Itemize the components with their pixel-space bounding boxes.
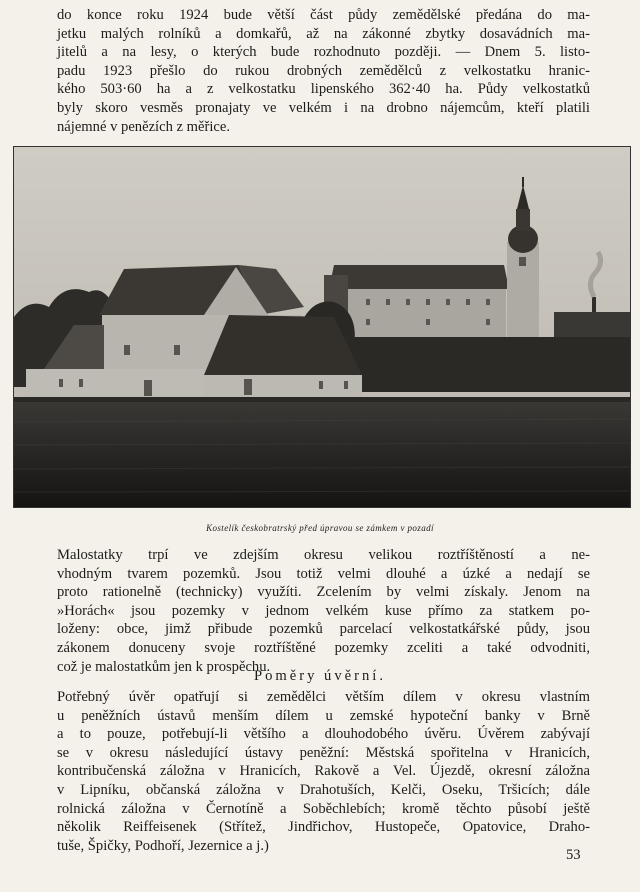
text-line: padu 1923 přešlo do rukou drobných zemědělců z velkostatku hranic- [57,62,590,79]
text-line: rolnická záložna v Černotíně a Soběchlebích; kromě těchto působí ještě [57,800,590,817]
paragraph-credit [57,688,590,855]
text-line: jitelů a na lesy, o kterých bude rozhodnuto později. — Dnem 5. listo- [57,44,590,61]
church-and-castle-photo [13,146,631,508]
text-line: u peněžních ústavů menším dílem u zemské hypoteční banky v Brně [57,707,590,724]
text-line: se v okresu následující ústavy peněžní: Městská spořitelna v Hranicích, [57,744,590,761]
text-line: »Horách« jsou pozemky v jednom velkém kuse přímo za statkem po- [57,602,590,619]
text-line: Malostatky trpí ve zdejším okresu velikou roztříštěností a ne- [57,547,590,563]
text-line: kontribučenská záložna v Hranicích, Rakově a Vel. Újezdě, okresní záložna [57,763,590,780]
paragraph-land-reform [57,6,590,136]
text-line: a to pouze, potřebují-li většího a dlouhodobého úvěru. Úvěrem zabývají [57,726,590,743]
text-line: do konce roku 1924 bude větší část půdy zemědělské předána do ma- [57,7,590,23]
text-line: v Lipníku, občanská záložna v Drahotuších, Kelči, Oseku, Tršicích; dále [57,781,590,798]
text-line: vhodným tvarem pozemků. Jsou totiž velmi dlouhé a úzké a nedají se [57,565,590,582]
text-line: jetku malých rolníků a domkařů, až na zákonné zbytky dosavádních ma- [57,25,590,42]
photo-caption: Kostelík českobratrský před úpravou se zámkem v pozadí [206,523,434,533]
page-number: 53 [566,847,581,863]
text-line: proto rationelně (technicky) využíti. Zcelením by velmi získaly. Jenom na [57,584,590,601]
text-line: kého 503·60 ha a z velkostatku lipenského 362·40 ha. Půdy velkostatků [57,81,590,98]
text-line: tuše, Špičky, Podhoří, Jezernice a j.) [57,837,269,854]
text-line: byly skoro vesměs pronajaty ve velkém i na drobno nájemcům, kteří platili [57,99,590,116]
text-line: zákonem donuceny svoje roztříštěné pozemky zceliti a také odvodniti, [57,639,590,656]
photo-illustration [14,147,631,508]
text-line: Potřebný úvěr opatřují si zemědělci větším dílem v okresu vlastním [57,689,590,705]
text-line: loženy: obce, jimž přibude pozemků parcelací velkostatkářské půdy, jsou [57,621,590,638]
text-line: několik Reiffeisenek (Střítež, Jindřichov, Hustopeče, Opatovice, Draho- [57,819,590,836]
section-heading: Poměry úvěrní. [254,668,386,684]
paragraph-smallholdings [57,546,590,676]
text-line: což je malostatkům jen k prospěchu. [57,658,271,675]
text-line: nájemné v penězích z měřice. [57,118,231,135]
